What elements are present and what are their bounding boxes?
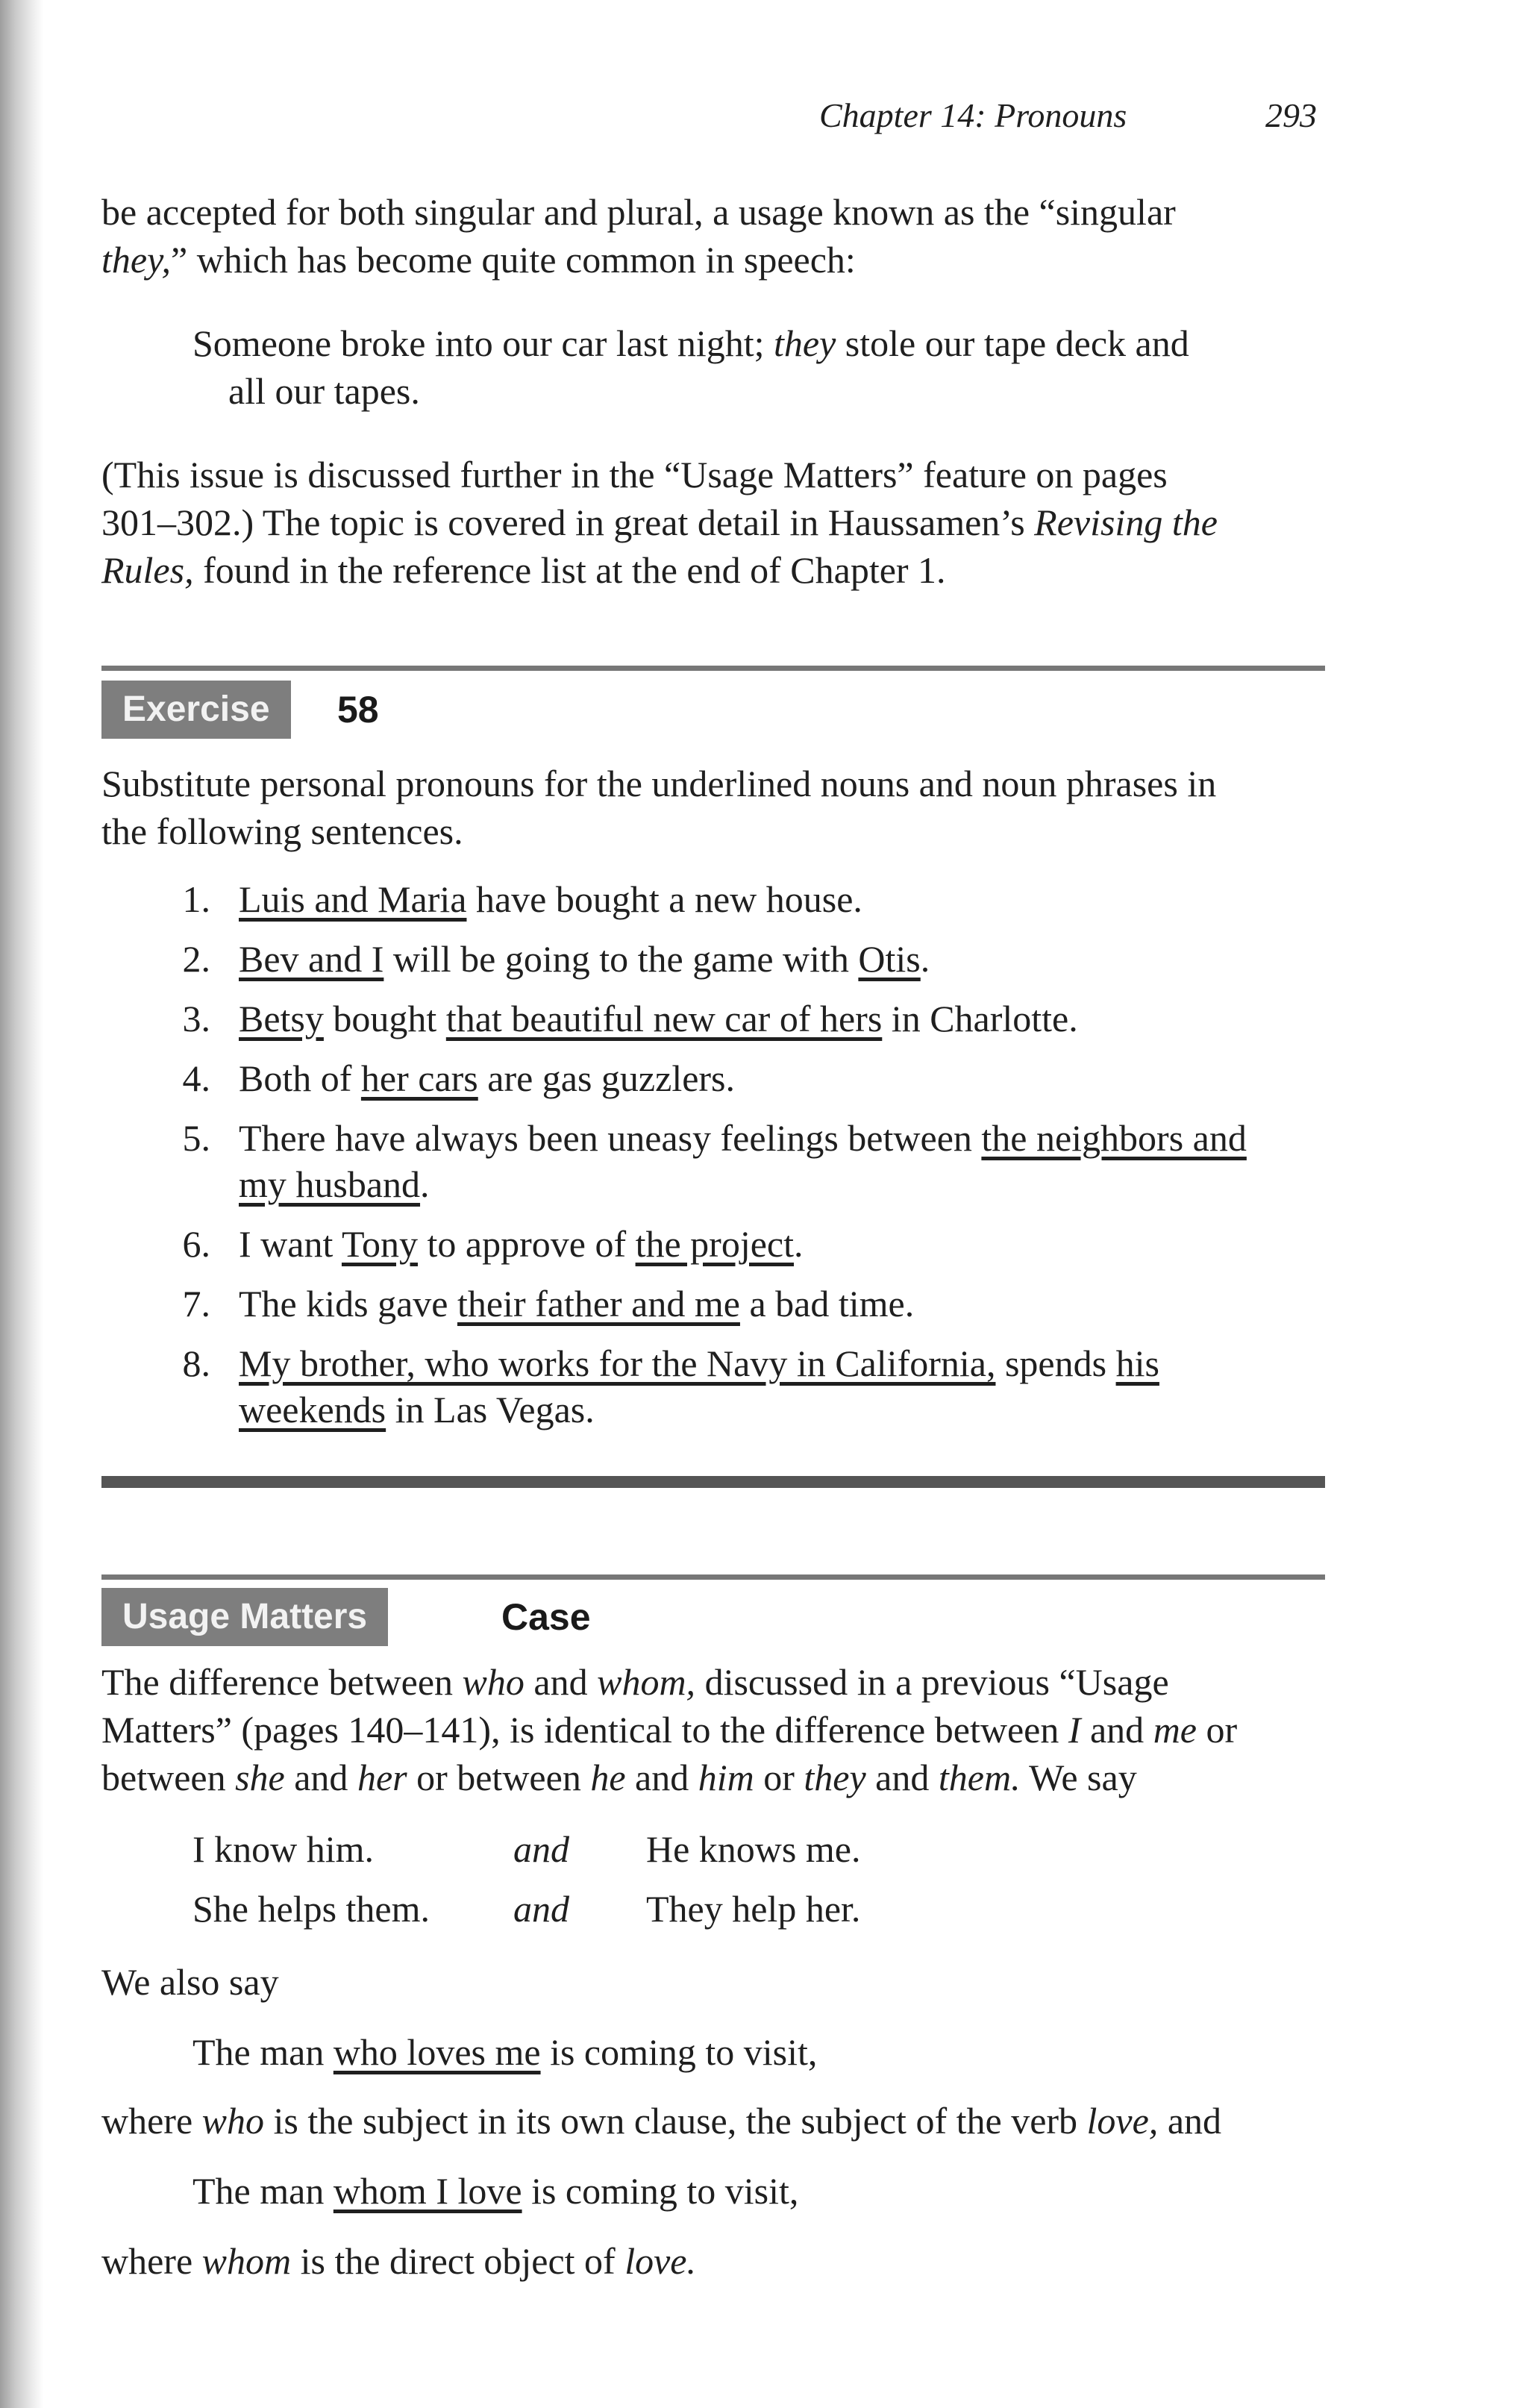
usage-text: Matters” (pages 140–141), is identical to the difference between [101,1709,1068,1751]
intro-p2-line-2: 301–302.) The topic is covered in great detail in Haussamen’s [101,501,1035,543]
usage-italic: me [1153,1709,1197,1751]
usage-text: is the direct object of [291,2240,625,2282]
underlined-phrase: his [1115,1342,1159,1384]
usage-text: or between [407,1757,591,1798]
exercise-item-number: 7. [182,1283,210,1325]
usage-italic: he [590,1757,626,1798]
usage-italic: her [357,1757,407,1798]
underlined-phrase: the neighbors and [981,1117,1247,1159]
intro-italic-they: they, [101,239,172,281]
underlined-phrase: Tony [341,1223,419,1265]
usage-paragraph [101,1658,1333,1801]
exercise-item-number: 4. [182,1057,210,1099]
item-text: have bought a new house. [466,878,862,920]
example-and: and [513,1828,569,1870]
exercise-instructions [101,760,1333,855]
usage-text: and [524,1661,598,1703]
page-number: 293 [1265,96,1317,134]
example-left: I know him. [192,1828,375,1870]
usage-italic: him [698,1757,754,1798]
usage-text: We say [1020,1757,1137,1798]
usage-top-rule [101,1574,1325,1580]
usage-text: or [1197,1709,1238,1751]
usage-example-3 [192,2028,1334,2076]
item-text: are gas guzzlers. [478,1057,736,1099]
example-left: She helps them. [192,1888,430,1930]
usage-where-2 [101,2237,1333,2285]
usage-text: is coming to visit, [522,2170,799,2212]
usage-example-4 [192,2167,1334,2215]
exercise-instructions-line-1: Substitute personal pronouns for the underlined nouns and noun phrases in [101,763,1217,804]
exercise-top-rule [101,666,1325,671]
usage-text: where [101,2240,202,2282]
usage-italic: love. [624,2240,696,2282]
usage-where-1 [101,2097,1333,2145]
exercise-item-number: 3. [182,998,210,1039]
usage-text: The difference between [101,1661,463,1703]
item-text: I want [239,1223,342,1265]
usage-italic: love, [1086,2100,1159,2142]
exercise-bottom-rule [101,1476,1325,1488]
usage-italic: who [462,1661,525,1703]
intro-p2-line-1: (This issue is discussed further in the “Usage Matters” feature on pages [101,454,1168,495]
underlined-phrase: weekends [239,1389,386,1430]
underlined-phrase: My brother, who works for the Navy in California, [239,1342,996,1384]
underlined-phrase: her cars [360,1057,478,1099]
exercise-item-number: 1. [182,878,210,920]
intro-p2-italic-2: Rules, [101,549,194,591]
item-text: . [794,1223,804,1265]
item-text: . [920,938,930,980]
usage-text: and [865,1757,939,1798]
usage-text: The man [192,2170,334,2212]
underlined-phrase: Luis and Maria [239,878,467,920]
usage-italic: I [1068,1709,1081,1751]
chapter-title: Chapter 14: Pronouns [819,96,1127,134]
intro-line-2: ” which has become quite common in speech: [171,239,856,281]
usage-text: where [101,2100,202,2142]
usage-text: The man [192,2031,334,2073]
usage-text: is the subject in its own clause, the subject of the verb [264,2100,1087,2142]
underlined-phrase: Bev and I [239,938,384,980]
item-text: . [420,1163,430,1205]
underlined-phrase: Betsy [239,998,324,1039]
usage-italic: them. [938,1757,1021,1798]
usage-text: or [754,1757,804,1798]
exercise-number: 58 [337,689,379,731]
underlined-phrase: Otis [858,938,921,980]
usage-italic: whom, [597,1661,696,1703]
usage-italic: whom [201,2240,292,2282]
usage-text: between [101,1757,236,1798]
example-and: and [513,1888,569,1930]
intro-example-italic: they [774,322,836,364]
exercise-label: Exercise [101,681,291,739]
intro-line-1: be accepted for both singular and plural, a usage known as the “singular [101,191,1176,233]
usage-text: discussed in a previous “Usage [695,1661,1169,1703]
exercise-item-number: 2. [182,938,210,980]
item-text: will be going to the game with [383,938,859,980]
usage-matters-title: Case [501,1596,591,1638]
underlined-phrase: my husband [239,1163,421,1205]
item-text: a bad time. [739,1283,915,1325]
intro-example-part-b: stole our tape deck and [836,322,1189,364]
intro-paragraph-2 [101,451,1333,594]
usage-italic: she [235,1757,285,1798]
usage-text: and [284,1757,357,1798]
item-text: The kids gave [239,1283,457,1325]
usage-matters-label: Usage Matters [101,1588,388,1646]
usage-text: and [625,1757,698,1798]
intro-paragraph [101,188,1333,284]
exercise-item-number: 6. [182,1223,210,1265]
item-text: spends [995,1342,1116,1384]
underlined-phrase: who loves me [333,2031,541,2073]
intro-p2-italic-1: Revising the [1034,501,1218,543]
item-text: Both of [239,1057,361,1099]
item-text: There have always been uneasy feelings between [239,1117,982,1159]
intro-p2-line-3: found in the reference list at the end of Chapter 1. [193,549,946,591]
intro-example-part-a: Someone broke into our car last night; [192,322,774,364]
usage-text: is coming to visit, [540,2031,818,2073]
example-right: They help her. [646,1888,861,1930]
item-text: in Las Vegas. [386,1389,595,1430]
usage-text: and [1158,2100,1222,2142]
underlined-phrase: their father and me [457,1283,740,1325]
book-spine-shadow [0,0,43,2408]
underlined-phrase: whom I love [333,2170,522,2212]
exercise-item-number: 5. [182,1117,210,1159]
item-text: in Charlotte. [882,998,1078,1039]
usage-italic: who [201,2100,265,2142]
intro-example [192,319,1334,415]
item-text: bought [323,998,446,1039]
usage-italic: they [804,1757,866,1798]
example-right: He knows me. [646,1828,861,1870]
underlined-phrase: that beautiful new car of hers [445,998,883,1039]
underlined-phrase: the project [635,1223,794,1265]
exercise-instructions-line-2: the following sentences. [101,810,463,852]
also-say: We also say [101,1961,279,2003]
exercise-item-number: 8. [182,1342,210,1384]
item-text: to approve of [418,1223,636,1265]
usage-text: and [1080,1709,1153,1751]
intro-example-part-c: all our tapes. [228,370,420,412]
